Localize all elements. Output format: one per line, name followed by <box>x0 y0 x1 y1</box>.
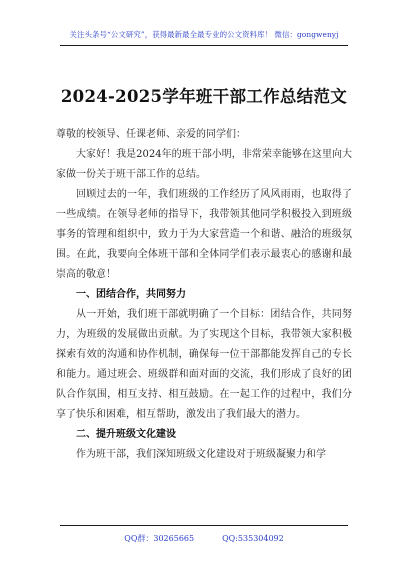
paragraph-teamwork: 从一开始，我们班干部就明确了一个目标：团结合作，共同努力，为班级的发展做出贡献。为了实现这个目标，我带领大家积极探索有效的沟通和协作机制，确保每一位干部都能发挥自己的专长和能力。通过班会、班级群和面对面的交流，我们形成了良好的团队合作氛围，相互支持、相互鼓励。在一起工作的过程中，我们分享了快乐和困难，相互帮助，激发出了我们最大的潜力。 <box>56 309 352 420</box>
salutation: 尊敬的校领导、任课老师、亲爱的同学们： <box>56 129 246 140</box>
footer-contact <box>0 533 408 544</box>
header-divider <box>60 45 348 46</box>
footer-qq-group: QQ群：30265665 <box>124 534 195 543</box>
section-heading-culture: 二、提升班级文化建设 <box>76 429 176 440</box>
paragraph-greeting: 大家好！我是2024年的班干部小明，非常荣幸能够在这里向大家做一份关于班干部工作的总结。 <box>56 149 352 180</box>
document-title: 2024-2025学年班干部工作总结范文 <box>60 87 348 106</box>
document-body <box>56 125 352 465</box>
paragraph-culture: 作为班干部，我们深知班级文化建设对于班级凝聚力和学 <box>76 449 326 460</box>
section-heading-teamwork: 一、团结合作，共同努力 <box>76 289 186 300</box>
footer-qq: QQ:535304092 <box>222 534 284 543</box>
paragraph-review: 回顾过去的一年，我们班级的工作经历了风风雨雨，也取得了一些成绩。在领导老师的指导下，我带领其他同学积极投入到班级事务的管理和组织中，致力于为大家营造一个和谐、融洽的班级氛围。在此，我要向全体班干部和全体同学们表示最衷心的感谢和最崇高的敬意！ <box>56 189 352 280</box>
header-note: 关注头条号“公文研究”，获得最新最全最专业的公文资料库！ 微信：gongwenyj <box>69 30 339 39</box>
footer-divider <box>60 525 348 526</box>
